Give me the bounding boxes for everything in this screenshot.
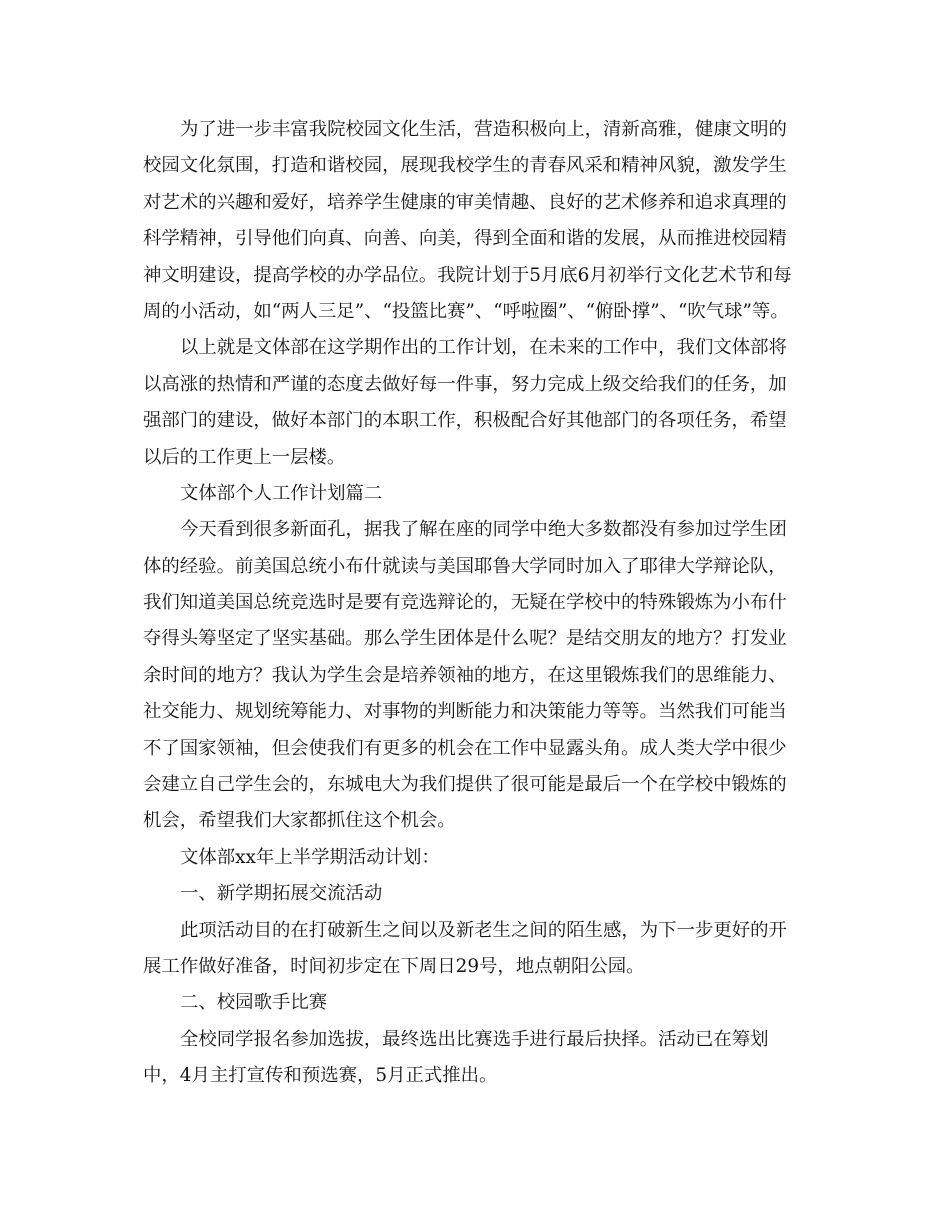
text-line: 社交能力、规划统筹能力、对事物的判断能力和决策能力等等。当然我们可能当 [143,701,787,723]
text-line: 为了进一步丰富我院校园文化生活，营造积极向上，清新高雅，健康文明的 [180,119,787,140]
section-heading: 文体部个人工作计划篇二 [180,482,383,504]
text-line: 中，4月主打宣传和预选赛，5月正式推出。 [143,1065,498,1087]
text-line: 对艺术的兴趣和爱好，培养学生健康的审美情趣、良好的艺术修养和追求真理的 [143,191,787,213]
text-line: 以后的工作更上一层楼。 [143,446,346,468]
text-line: 此项活动目的在打破新生之间以及新老生之间的陌生感，为下一步更好的开 [180,919,787,941]
text-line: 强部门的建设，做好本部门的本职工作，积极配合好其他部门的各项任务，希望 [143,410,787,432]
text-line: 神文明建设，提高学校的办学品位。我院计划于5月底6月初举行文化艺术节和每 [143,264,792,286]
text-line: 展工作做好准备，时间初步定在下周日29号，地点朝阳公园。 [143,955,645,977]
text-line: 余时间的地方？我认为学生会是培养领袖的地方，在这里锻炼我们的思维能力、 [143,664,787,686]
section-heading: 文体部xx年上半学期活动计划： [180,846,440,868]
text-line: 以高涨的热情和严谨的态度去做好每一件事，努力完成上级交给我们的任务，加 [143,373,787,395]
text-line: 不了国家领袖，但会使我们有更多的机会在工作中显露头角。成人类大学中很少 [143,737,787,759]
text-line: 夺得头筹坚定了坚实基础。那么学生团体是什么呢？是结交朋友的地方？打发业 [143,628,787,650]
text-line: 周的小活动，如“两人三足”、“投篮比赛”、“呼啦圈”、“俯卧撑”、“吹气球”等。 [143,300,789,322]
text-line: 校园文化氛围，打造和谐校园，展现我校学生的青春风采和精神风貌，激发学生 [143,155,787,177]
text-line: 科学精神，引导他们向真、向善、向美，得到全面和谐的发展，从而推进校园精 [143,228,787,250]
document-body [143,112,811,1095]
text-line: 以上就是文体部在这学期作出的工作计划，在未来的工作中，我们文体部将 [180,337,787,359]
text-line: 会建立自己学生会的，东城电大为我们提供了很可能是最后一个在学校中锻炼的 [143,774,787,796]
list-item-heading: 二、校园歌手比赛 [180,992,328,1014]
text-line: 机会，希望我们大家都抓住这个机会。 [143,810,456,832]
list-item-heading: 一、新学期拓展交流活动 [180,883,383,905]
text-line: 体的经验。前美国总统小布什就读与美国耶鲁大学同时加入了耶律大学辩论队， [143,555,787,577]
text-line: 今天看到很多新面孔，据我了解在座的同学中绝大多数都没有参加过学生团 [180,519,787,541]
text-line: 全校同学报名参加选拔，最终选出比赛选手进行最后抉择。活动已在筹划 [180,1028,769,1050]
text-line: 我们知道美国总统竞选时是要有竞选辩论的，无疑在学校中的特殊锻炼为小布什 [143,592,787,614]
